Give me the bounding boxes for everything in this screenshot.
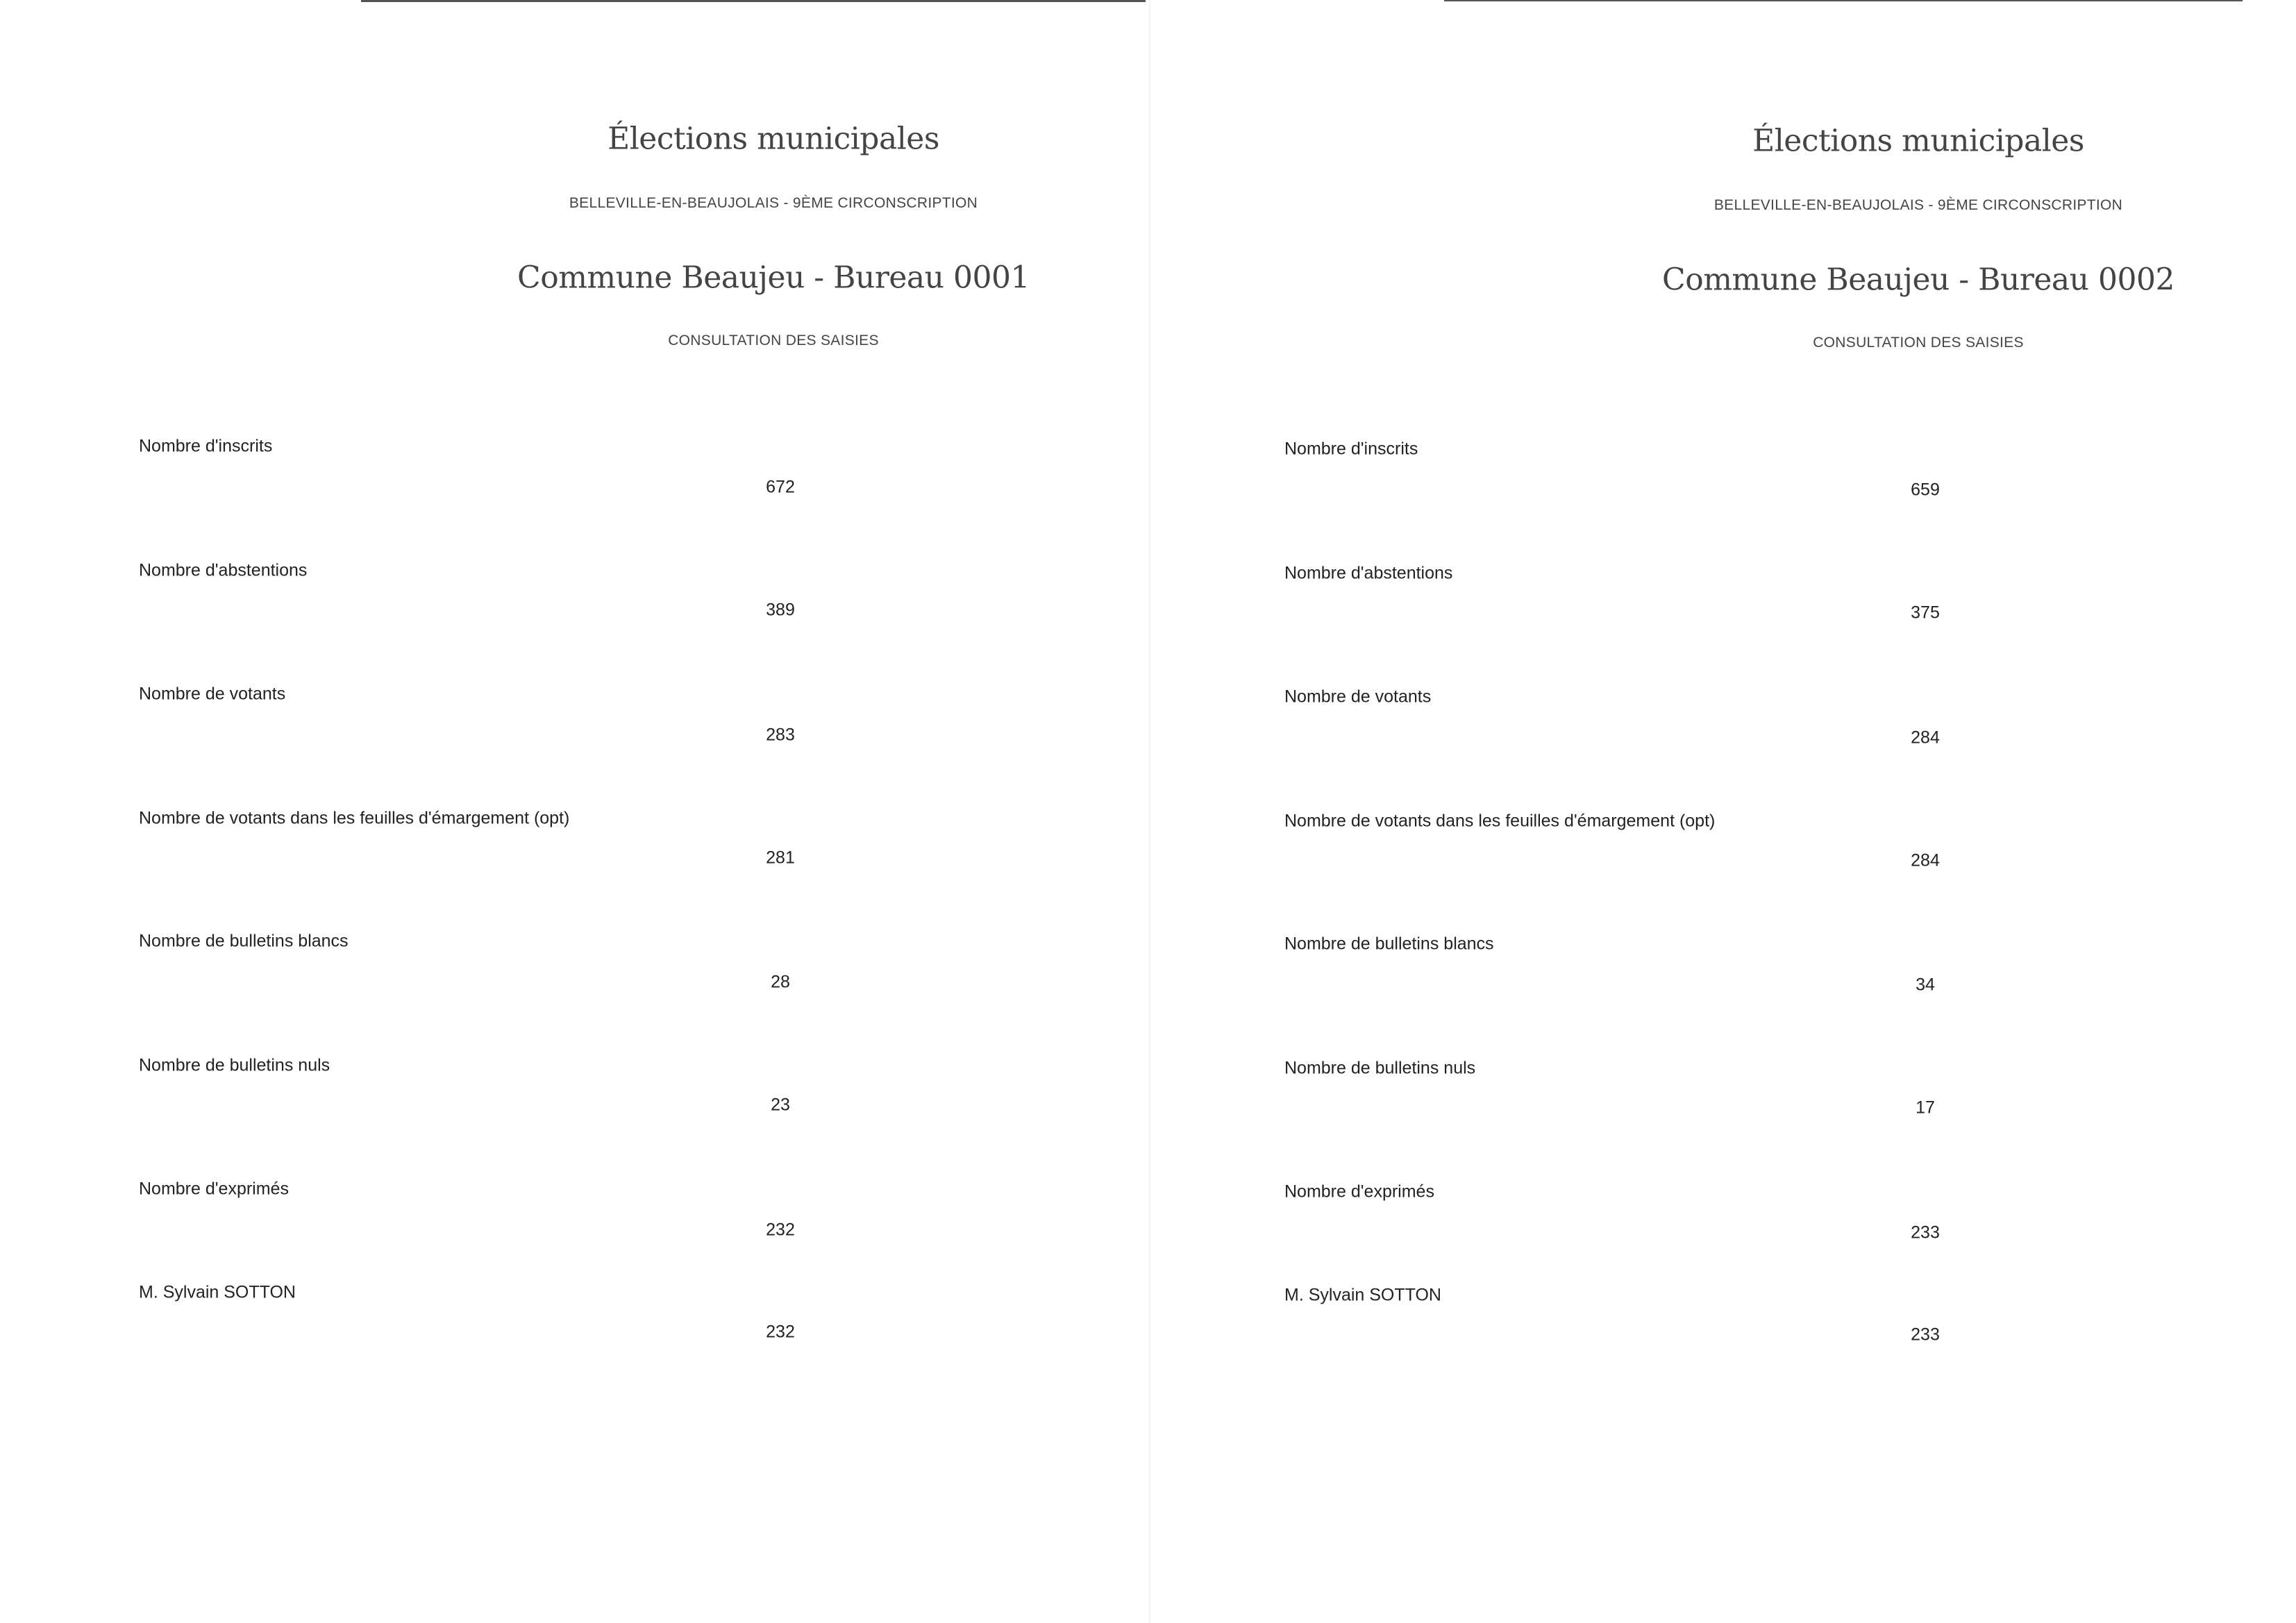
result-label: Nombre de bulletins nuls — [139, 1055, 330, 1075]
result-value: 281 — [766, 848, 795, 868]
result-value: 233 — [1911, 1222, 1940, 1243]
result-value: 284 — [1911, 850, 1940, 871]
result-label: Nombre de bulletins nuls — [1284, 1058, 1476, 1078]
section-heading: CONSULTATION DES SAISIES — [668, 333, 879, 348]
result-value: 284 — [1911, 728, 1940, 748]
result-label: Nombre d'inscrits — [1284, 439, 1418, 459]
result-value: 389 — [766, 600, 795, 620]
result-value: 232 — [766, 1322, 795, 1342]
result-value: 23 — [771, 1095, 790, 1115]
result-value: 232 — [766, 1220, 795, 1240]
result-value: 375 — [1911, 603, 1940, 623]
result-label: Nombre d'inscrits — [139, 436, 273, 456]
result-label: Nombre de bulletins blancs — [1284, 934, 1494, 954]
result-label: Nombre de bulletins blancs — [139, 931, 349, 951]
result-value: 28 — [771, 972, 790, 992]
result-label: M. Sylvain SOTTON — [139, 1282, 296, 1302]
result-value: 34 — [1916, 975, 1935, 995]
result-label: Nombre de votants — [1284, 687, 1432, 707]
result-value: 17 — [1916, 1098, 1935, 1118]
results-page-bureau-0001 — [0, 0, 1146, 1623]
commune-bureau-heading: Commune Beaujeu - Bureau 0002 — [1662, 262, 2175, 298]
result-label: Nombre d'abstentions — [1284, 563, 1453, 583]
circonscription-subtitle: BELLEVILLE-EN-BEAUJOLAIS - 9ÈME CIRCONSCRIPTION — [569, 195, 978, 211]
result-label: Nombre d'exprimés — [1284, 1181, 1434, 1202]
circonscription-subtitle: BELLEVILLE-EN-BEAUJOLAIS - 9ÈME CIRCONSCRIPTION — [1713, 197, 2123, 213]
results-page-bureau-0002 — [1150, 0, 2296, 1623]
result-value: 672 — [766, 477, 795, 497]
result-label: Nombre de votants dans les feuilles d'émargement (opt) — [1284, 811, 1716, 831]
result-label: M. Sylvain SOTTON — [1284, 1285, 1441, 1305]
commune-bureau-heading: Commune Beaujeu - Bureau 0001 — [517, 260, 1030, 296]
result-label: Nombre d'exprimés — [139, 1179, 289, 1199]
result-value: 659 — [1911, 480, 1940, 500]
result-label: Nombre d'abstentions — [139, 560, 308, 580]
result-value: 283 — [766, 725, 795, 745]
result-label: Nombre de votants — [139, 684, 286, 704]
page-title: Élections municipales — [1752, 123, 2084, 159]
result-label: Nombre de votants dans les feuilles d'émargement (opt) — [139, 808, 570, 828]
result-value: 233 — [1911, 1325, 1940, 1345]
section-heading: CONSULTATION DES SAISIES — [1813, 335, 2024, 351]
page-title: Élections municipales — [607, 121, 939, 157]
